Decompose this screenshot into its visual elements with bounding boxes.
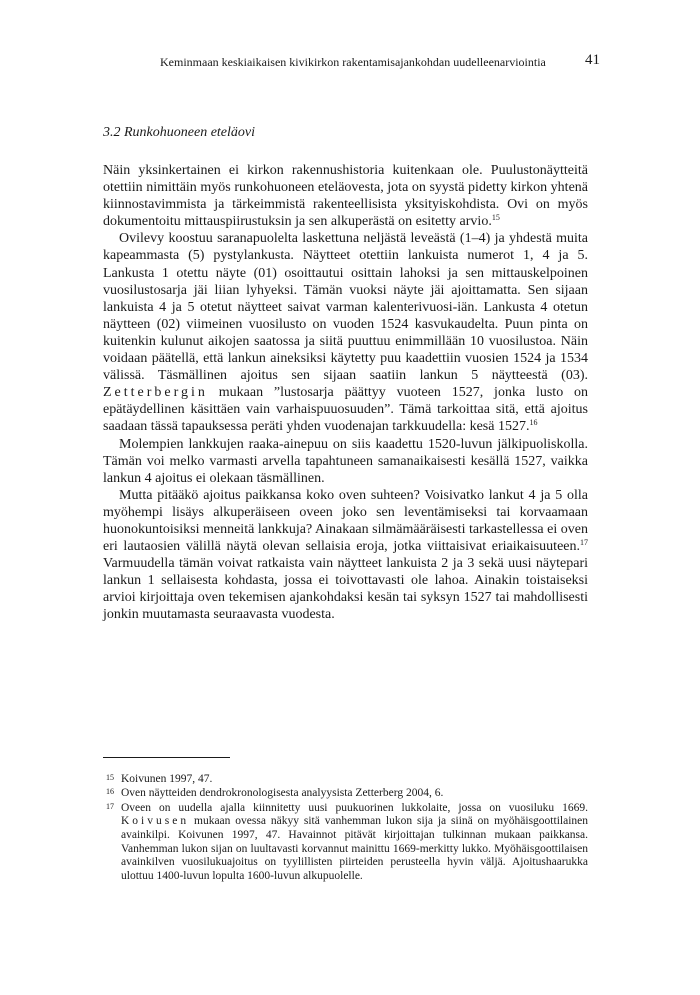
- paragraph-text: Molempien lankkujen raaka-ainepuu on siis kaadettu 1520-luvun jälkipuoliskolla. Tämän voi melko varmasti arvella tapahtuneen samanaikaisesti kesällä 1527, vaikka lankun 4 ajoitus ei olekaan täsmällinen.: [103, 436, 588, 486]
- paragraph-text: mukaan ”lustosarja päättyy vuoteen 1527, jonka lusto on epätäydellinen käsittäen vain varhaispuuosuuden”. Tämä tarkoittaa sitä, että ajoitus saadaan tässä tapauksessa peräti yhden vuodenajan tarkkuudella: kesä 1527.: [103, 385, 589, 435]
- paragraph-1: [103, 162, 588, 230]
- running-title: Keminmaan keskiaikaisen kivikirkon rakentamisajankohdan uudelleenarviointia: [160, 55, 546, 69]
- footnote-number: 16: [106, 787, 114, 797]
- footnote-text: Oven näytteiden dendrokronologisesta analyysista Zetterberg 2004, 6.: [121, 787, 444, 800]
- footnote-ref-17: 17: [580, 538, 588, 548]
- paragraph-text: Mutta pitääkö ajoitus paikkansa koko oven suhteen? Voisivatko lankut 4 ja 5 olla myöhempi lisäys alkuperäiseen oveen joko sen leventämiseksi tai korvaamaan huonokuntoisiksi menneitä lankkuja? Ainakaan silmämääräisesti tarkastellessa ei oven eri lautaosien välillä näytä olevan sellaisia eroja, jotka viittaisivat eriaikaisuuteen.: [103, 487, 588, 555]
- running-header: [160, 52, 600, 75]
- footnote-text: mukaan ovessa näkyy sitä vanhemman lukon sija ja siinä on myöhäisgoottilainen avainkilpi. Koivunen 1997, 47. Havainnot pitävät kirjoittajan tulkinnan mukaan paikkansa. Vanhemman lukon sijan on luultavasti korvannut mainittu 1669-merkitty lukko. Myöhäisgoottilaisen avainkilven vuosilukuajoitus on tyylillisten piirteiden perusteella hyvin väljä. Ajoitushaarukka ulottuu 1400-luvun lopulta 1600-luvun alkupuolelle.: [121, 815, 588, 883]
- footnote-ref-15: 15: [491, 213, 500, 223]
- footnote-divider: [103, 757, 230, 758]
- body-text: [103, 162, 588, 624]
- author-name: Koivusen: [121, 815, 190, 828]
- footnote-17: [103, 802, 588, 884]
- page-number: 41: [585, 52, 600, 68]
- footnote-ref-16: 16: [529, 418, 538, 428]
- paragraph-4: [103, 487, 588, 624]
- paragraph-2: [103, 230, 588, 435]
- author-name: Zetterbergin: [103, 385, 208, 401]
- paragraph-text: Näin yksinkertainen ei kirkon rakennushistoria kuitenkaan ole. Puulustonäytteitä otettiin nimittäin myös runkohuoneen eteläovesta, jota on syystä pidetty kirkon yhtenä kiinnostavimmista ja tärkeimmistä rakenteellisista yksityiskohdista. Ovi on myös dokumentoitu mittauspiirustuksin ja sen alkuperästä on esitetty arvio.: [103, 163, 588, 230]
- footnote-15: [103, 773, 588, 787]
- paragraph-text: Ovilevy koostuu saranapuolelta laskettuna neljästä leveästä (1–4) ja yhdestä muita kapeammasta (5) pystylankusta. Näytteet otettiin lankuista numerot 1, 4 ja 5. Lankusta 1 otettu näyte (01) osoittautui osittain lahoksi ja sen mittauskelpoinen vuosilustosarja jäi liian lyhyeksi. Tämän vuoksi näyte jäi ajoittamatta. Sen sijaan lankuista 4 ja 5 otetut näytteet saivat varman kalenterivuosi-iän. Lankusta 4 otetun näytteen (02) viimeinen vuosilusto on vuoden 1524 kasvukaudelta. Puun pinta on kuitenkin kulunut aikojen saatossa ja siitä puuttuu enimmillään 10 vuosilustoa. Näin voidaan päätellä, että lankun aineksiksi käytetty puu kaadettiin vuosien 1524 ja 1534 välissä. Täsmällinen ajoitus sen sijaan saatiin lankun 5 näytteestä (03).: [103, 231, 588, 384]
- paragraph-text: Varmuudella tämän voivat ratkaista vain näytteet lankuista 2 ja 3 sekä uusi näytepari lankun 1 sellaisesta kohdasta, jossa ei toivottavasti ole lahoa. Ainakin toistaiseksi arvioi kirjoittaja oven tekemisen ajankohdaksi kesän tai syksyn 1527 tai mahdollisesti jonkin muutamasta seuraavasta vuodesta.: [103, 556, 588, 623]
- footnote-16: [103, 787, 588, 801]
- section-heading: 3.2 Runkohuoneen eteläovi: [103, 125, 256, 140]
- footnote-number: 15: [106, 773, 114, 782]
- footnote-text: Koivunen 1997, 47.: [121, 773, 213, 785]
- footnotes: [103, 773, 588, 884]
- paragraph-3: [103, 436, 588, 487]
- footnote-text: Oveen on uudella ajalla kiinnitetty uusi puukuorinen lukkolaite, jossa on vuosiluku 1669.: [121, 801, 588, 814]
- footnote-number: 17: [106, 801, 114, 811]
